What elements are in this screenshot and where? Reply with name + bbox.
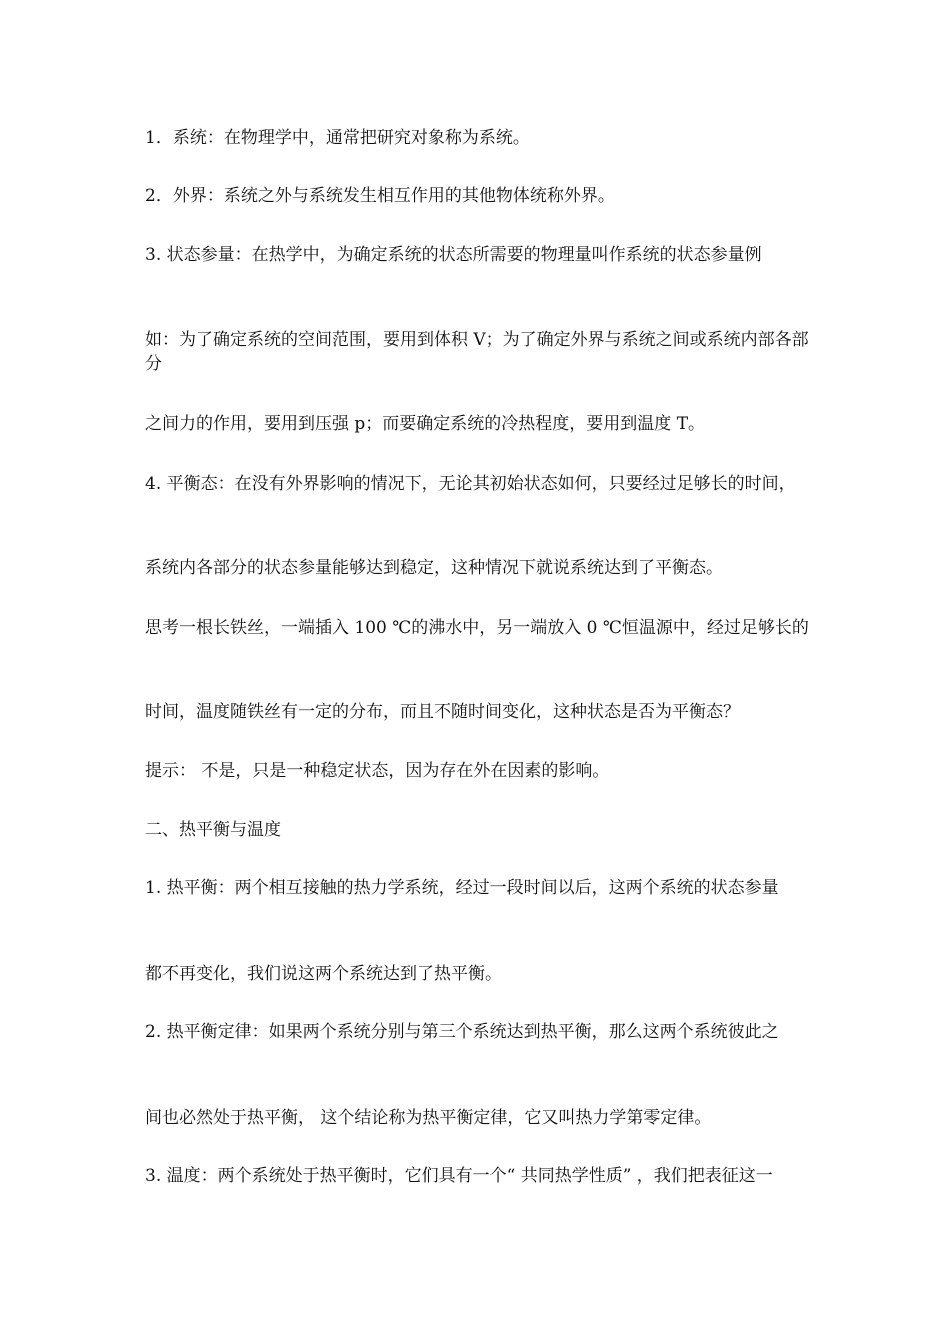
paragraph-line: 之间力的作用，要用到压强 p；而要确定系统的冷热程度，要用到温度 T。	[145, 414, 706, 434]
paragraph-line: 3. 状态参量：在热学中，为确定系统的状态所需要的物理量叫作系统的状态参量例	[145, 245, 762, 265]
section-heading: 二、热平衡与温度	[145, 820, 281, 840]
paragraph-line: 如：为了确定系统的空间范围，要用到体积 V；为了确定外界与系统之间或系统内部各部分	[145, 330, 809, 374]
paragraph-line: 1．系统：在物理学中，通常把研究对象称为系统。	[145, 128, 530, 148]
paragraph-line: 4. 平衡态：在没有外界影响的情况下，无论其初始状态如何，只要经过足够长的时间，	[145, 474, 796, 494]
paragraph-line: 都不再变化，我们说这两个系统达到了热平衡。	[145, 964, 502, 984]
paragraph-line: 思考一根长铁丝，一端插入 100 ℃的沸水中，另一端放入 0 ℃恒温源中，经过足够长的	[145, 618, 809, 638]
paragraph-line: 3. 温度：两个系统处于热平衡时，它们具有一个“ 共同热学性质” ，我们把表征这一	[145, 1166, 773, 1186]
paragraph-line: 1. 热平衡：两个相互接触的热力学系统，经过一段时间以后，这两个系统的状态参量	[145, 878, 779, 898]
paragraph-line: 2．外界：系统之外与系统发生相互作用的其他物体统称外界。	[145, 186, 615, 206]
paragraph-line: 时间，温度随铁丝有一定的分布，而且不随时间变化，这种状态是否为平衡态？	[145, 702, 740, 722]
paragraph-line: 2. 热平衡定律：如果两个系统分别与第三个系统达到热平衡，那么这两个系统彼此之	[145, 1022, 779, 1042]
paragraph-line: 系统内各部分的状态参量能够达到稳定，这种情况下就说系统达到了平衡态。	[145, 558, 723, 578]
paragraph-line: 间也必然处于热平衡， 这个结论称为热平衡定律，它又叫热力学第零定律。	[145, 1108, 712, 1128]
paragraph-line: 提示： 不是，只是一种稳定状态，因为存在外在因素的影响。	[145, 761, 610, 781]
